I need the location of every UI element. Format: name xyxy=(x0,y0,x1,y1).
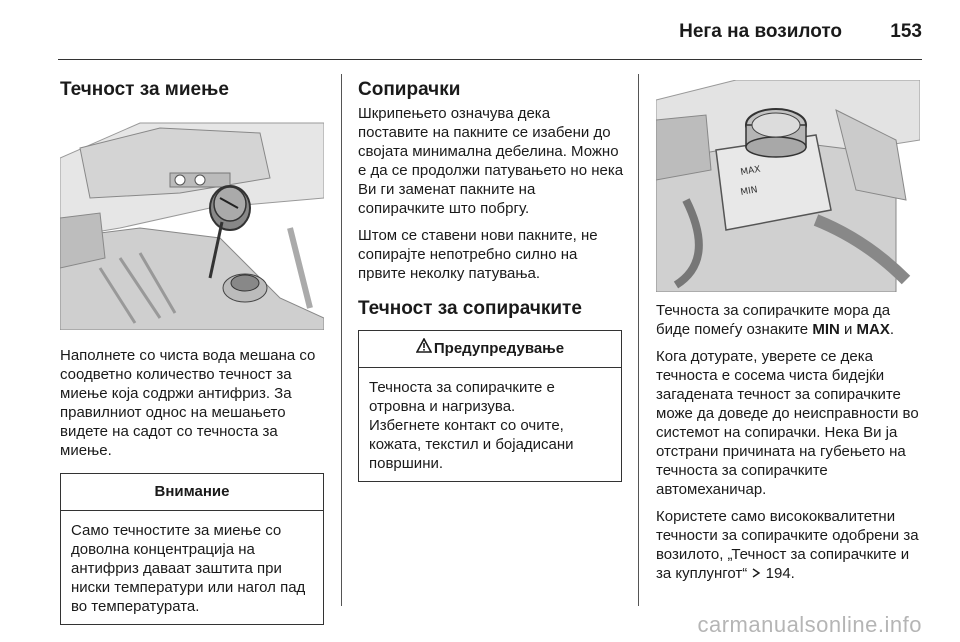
warning-text-2: Избегнете контакт со очите, кожата, текстил и бојадисани површини. xyxy=(369,417,574,472)
warning-body xyxy=(359,368,621,481)
svg-text:MIN: MIN xyxy=(739,185,759,198)
left-column xyxy=(60,78,326,625)
watermark: carmanualsonline.info xyxy=(697,612,922,637)
right-column xyxy=(656,80,922,592)
approved-fluid-text: Користете само висококвалитетни течности за сопирачките одобрени за возилото, „Течност за сопирачките и за куплунгот“ xyxy=(656,508,919,582)
approved-fluid-text-end: . xyxy=(790,565,795,582)
warning-title: Предупредување xyxy=(433,340,565,357)
svg-text:MAX: MAX xyxy=(739,164,762,178)
approved-fluid-paragraph xyxy=(656,507,922,584)
level-text-post: . xyxy=(889,321,895,338)
brake-fluid-level-paragraph xyxy=(656,301,922,339)
header-rule xyxy=(58,59,922,60)
page-number: 153 xyxy=(890,21,922,42)
washer-fluid-paragraph: Наполнете со чиста вода мешана со соодветно количество течност за миење која содржи антифриз. За правилниот однос на мешањето видете на садот со течноста за миење. xyxy=(60,347,316,459)
warning-triangle-icon xyxy=(416,331,432,367)
notice-title: Внимание xyxy=(61,474,323,511)
page-reference-link[interactable]: 194 xyxy=(765,565,791,582)
warning-header xyxy=(359,331,621,368)
page-header-title: Нега на возилото xyxy=(679,21,842,42)
level-text-pre: Течноста за сопирачките мора да биде помеѓу ознаките xyxy=(656,302,891,338)
notice-box xyxy=(60,473,324,625)
column-divider-1 xyxy=(341,74,342,606)
notice-body: Само течностите за миење со доволна концентрација на антифриз даваат заштита при ниски температури или нагол пад во температурата. xyxy=(71,522,306,615)
washer-fluid-illustration xyxy=(60,118,324,330)
section-heading-washer-fluid: Течност за миење xyxy=(60,79,229,100)
brake-fluid-reservoir-illustration xyxy=(656,80,920,292)
column-divider-2 xyxy=(638,74,639,606)
section-heading-brake-fluid: Течност за сопирачките xyxy=(358,298,582,319)
arrow-ref-icon xyxy=(751,565,761,584)
brakes-paragraph-2: Штом се ставени нови пакните, не сопирајте непотребно силно на првите неколку патувања. xyxy=(358,227,598,282)
max-mark-label: MAX xyxy=(856,321,890,338)
warning-box xyxy=(358,330,622,482)
middle-column xyxy=(358,78,624,482)
warning-text-1: Течноста за сопирачките е отровна и нагризува. xyxy=(369,379,555,415)
section-heading-brakes: Сопирачки xyxy=(358,79,461,100)
topping-up-paragraph: Кога дотурате, уверете се дека течноста е сосема чиста бидејќи загадената течност за сопирачките може да доведе до неисправности во системот на сопирачки. Нека Ви ја отстрани причината на губењето на течноста за сопирачките автомеханичар. xyxy=(656,348,919,498)
brakes-paragraph-1: Шкрипењето означува дека поставите на пакните се изабени до својата минимална дебелина. Можно е да се продолжи патувањето но нека Ви ги заменат пакните на сопирачките што побргу. xyxy=(358,105,624,217)
level-text-and: и xyxy=(839,321,857,338)
min-mark-label: MIN xyxy=(812,321,840,338)
